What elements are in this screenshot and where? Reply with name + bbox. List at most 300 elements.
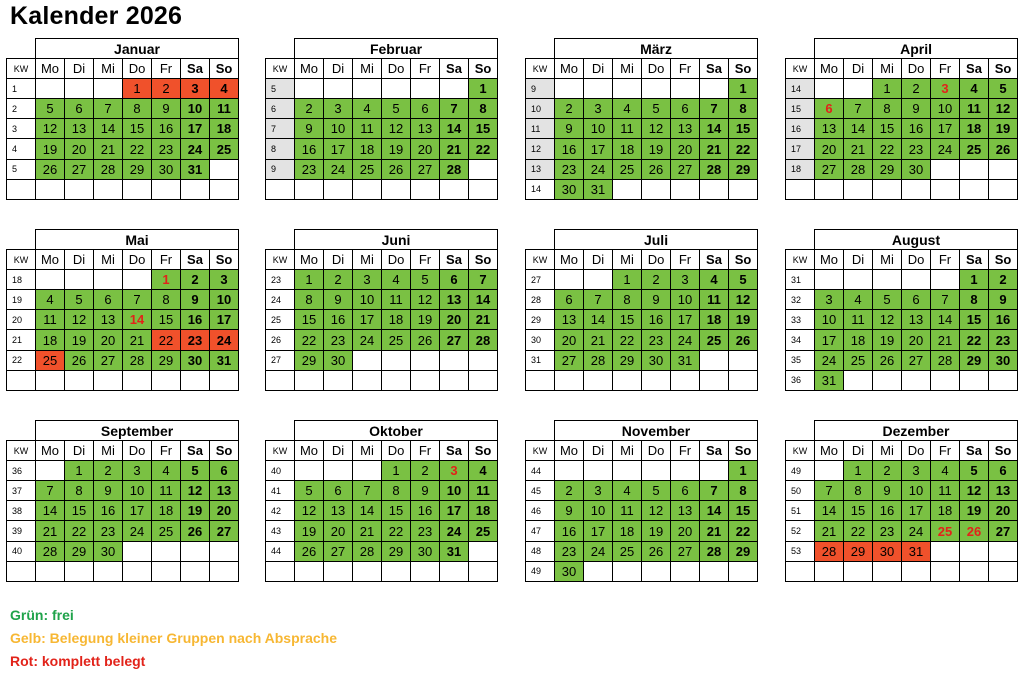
legend-item: Grün: frei (10, 607, 74, 623)
empty-cell (324, 179, 353, 199)
day-cell: 17 (123, 501, 152, 521)
day-cell: 24 (931, 139, 960, 159)
week-row (786, 179, 1018, 199)
day-cell: 18 (844, 330, 873, 350)
weekday-header: Di (844, 441, 873, 461)
day-cell: 16 (295, 139, 324, 159)
empty-cell (700, 179, 729, 199)
day-cell: 9 (902, 99, 931, 119)
day-cell: 16 (152, 119, 181, 139)
week-row (266, 119, 498, 139)
month-corner (526, 230, 555, 250)
day-cell: 20 (411, 139, 440, 159)
day-cell: 4 (210, 79, 239, 99)
day-cell: 20 (440, 310, 469, 330)
kw-cell: 33 (786, 310, 815, 330)
week-row (786, 350, 1018, 370)
empty-cell (931, 541, 960, 561)
day-cell: 19 (36, 139, 65, 159)
empty-cell (123, 541, 152, 561)
empty-cell (815, 461, 844, 481)
day-cell: 1 (729, 79, 758, 99)
kw-cell: 8 (266, 139, 295, 159)
empty-cell (642, 79, 671, 99)
page-title: Kalender 2026 (10, 2, 183, 30)
day-cell: 21 (123, 330, 152, 350)
day-cell: 18 (931, 501, 960, 521)
weekday-header: KW (526, 441, 555, 461)
empty-cell (729, 561, 758, 581)
day-cell: 13 (65, 119, 94, 139)
day-cell: 28 (469, 330, 498, 350)
empty-cell (960, 179, 989, 199)
day-cell: 2 (555, 481, 584, 501)
day-cell: 9 (555, 501, 584, 521)
day-cell: 25 (700, 330, 729, 350)
day-cell: 11 (844, 310, 873, 330)
day-cell: 3 (931, 79, 960, 99)
weekday-header: So (210, 59, 239, 79)
empty-cell (152, 561, 181, 581)
weekday-header: Do (123, 250, 152, 270)
weekday-header: Di (65, 441, 94, 461)
day-cell: 26 (295, 541, 324, 561)
kw-cell: 5 (7, 159, 36, 179)
kw-cell (266, 179, 295, 199)
kw-cell: 16 (786, 119, 815, 139)
day-cell: 22 (152, 330, 181, 350)
day-cell: 5 (873, 290, 902, 310)
day-cell: 16 (989, 310, 1018, 330)
day-cell: 25 (613, 541, 642, 561)
month-september (6, 420, 239, 582)
day-cell: 31 (210, 350, 239, 370)
weekday-header: Mo (295, 59, 324, 79)
empty-cell (844, 270, 873, 290)
day-cell: 26 (411, 330, 440, 350)
week-row (526, 139, 758, 159)
weekday-header: Sa (181, 441, 210, 461)
empty-cell (671, 461, 700, 481)
empty-cell (469, 179, 498, 199)
day-cell: 18 (353, 139, 382, 159)
kw-cell: 36 (7, 461, 36, 481)
kw-cell: 45 (526, 481, 555, 501)
day-cell: 30 (902, 159, 931, 179)
month-februar (265, 38, 498, 200)
day-cell: 11 (469, 481, 498, 501)
day-cell: 26 (65, 350, 94, 370)
day-cell: 30 (152, 159, 181, 179)
week-row (266, 139, 498, 159)
weekday-header: Mo (295, 250, 324, 270)
empty-cell (411, 370, 440, 390)
day-cell: 13 (210, 481, 239, 501)
week-row (7, 350, 239, 370)
empty-cell (729, 179, 758, 199)
day-cell: 17 (584, 521, 613, 541)
empty-cell (989, 541, 1018, 561)
day-cell: 29 (382, 541, 411, 561)
week-row (526, 79, 758, 99)
empty-cell (411, 561, 440, 581)
day-cell: 19 (65, 330, 94, 350)
day-cell: 12 (382, 119, 411, 139)
day-cell: 10 (210, 290, 239, 310)
empty-cell (902, 270, 931, 290)
week-row (7, 79, 239, 99)
weekday-header: Mi (353, 441, 382, 461)
day-cell: 7 (844, 99, 873, 119)
weekday-header: Fr (671, 59, 700, 79)
day-cell: 1 (295, 270, 324, 290)
day-cell: 7 (584, 290, 613, 310)
day-cell: 12 (989, 99, 1018, 119)
month-corner (266, 421, 295, 441)
week-row (526, 561, 758, 581)
day-cell: 3 (181, 79, 210, 99)
day-cell: 26 (873, 350, 902, 370)
weekday-header: Do (642, 59, 671, 79)
empty-cell (902, 370, 931, 390)
day-cell: 18 (36, 330, 65, 350)
day-cell: 31 (902, 541, 931, 561)
day-cell: 16 (642, 310, 671, 330)
day-cell: 29 (729, 541, 758, 561)
weekday-header: So (989, 250, 1018, 270)
day-cell: 24 (324, 159, 353, 179)
day-cell: 25 (844, 350, 873, 370)
weekday-header: Mi (94, 441, 123, 461)
month-corner (7, 39, 36, 59)
day-cell: 31 (815, 370, 844, 390)
kw-cell: 17 (786, 139, 815, 159)
day-cell: 7 (700, 481, 729, 501)
empty-cell (181, 370, 210, 390)
empty-cell (584, 270, 613, 290)
day-cell: 20 (671, 139, 700, 159)
month-januar (6, 38, 239, 200)
weekday-header: Di (324, 59, 353, 79)
day-cell: 14 (94, 119, 123, 139)
month-mai (6, 229, 239, 391)
week-row (7, 330, 239, 350)
day-cell: 7 (469, 270, 498, 290)
day-cell: 30 (642, 350, 671, 370)
day-cell: 4 (844, 290, 873, 310)
weekday-header: Sa (440, 441, 469, 461)
day-cell: 24 (181, 139, 210, 159)
day-cell: 29 (844, 541, 873, 561)
day-cell: 5 (382, 99, 411, 119)
day-cell: 2 (152, 79, 181, 99)
day-cell: 5 (36, 99, 65, 119)
day-cell: 18 (152, 501, 181, 521)
week-row (7, 270, 239, 290)
day-cell: 29 (123, 159, 152, 179)
weekday-header: Sa (700, 59, 729, 79)
day-cell: 3 (815, 290, 844, 310)
day-cell: 24 (584, 159, 613, 179)
empty-cell (123, 561, 152, 581)
weekday-header: KW (526, 59, 555, 79)
day-cell: 27 (555, 350, 584, 370)
day-cell: 13 (440, 290, 469, 310)
week-row (266, 159, 498, 179)
day-cell: 31 (584, 179, 613, 199)
empty-cell (295, 370, 324, 390)
week-row (786, 521, 1018, 541)
day-cell: 15 (469, 119, 498, 139)
weekday-header: KW (786, 250, 815, 270)
weekday-header: Do (123, 59, 152, 79)
empty-cell (700, 350, 729, 370)
day-cell: 4 (152, 461, 181, 481)
day-cell: 9 (873, 481, 902, 501)
empty-cell (960, 561, 989, 581)
day-cell: 8 (152, 290, 181, 310)
kw-cell (786, 561, 815, 581)
empty-cell (815, 561, 844, 581)
empty-cell (815, 270, 844, 290)
week-row (7, 561, 239, 581)
empty-cell (210, 561, 239, 581)
week-row (526, 481, 758, 501)
kw-cell: 24 (266, 290, 295, 310)
weekday-header: Mo (815, 59, 844, 79)
day-cell: 22 (960, 330, 989, 350)
day-cell: 10 (181, 99, 210, 119)
day-cell: 23 (181, 330, 210, 350)
empty-cell (152, 370, 181, 390)
weekday-header: Do (902, 59, 931, 79)
empty-cell (324, 561, 353, 581)
day-cell: 16 (181, 310, 210, 330)
kw-cell: 49 (786, 461, 815, 481)
day-cell: 9 (989, 290, 1018, 310)
week-row (786, 330, 1018, 350)
empty-cell (642, 179, 671, 199)
day-cell: 2 (295, 99, 324, 119)
day-cell: 25 (152, 521, 181, 541)
weekday-header: So (469, 250, 498, 270)
day-cell: 19 (989, 119, 1018, 139)
weekday-header: Fr (152, 441, 181, 461)
empty-cell (440, 79, 469, 99)
day-cell: 1 (960, 270, 989, 290)
empty-cell (94, 270, 123, 290)
empty-cell (729, 370, 758, 390)
empty-cell (555, 79, 584, 99)
day-cell: 7 (36, 481, 65, 501)
day-cell: 3 (123, 461, 152, 481)
day-cell: 14 (353, 501, 382, 521)
kw-cell: 9 (266, 159, 295, 179)
week-row (266, 330, 498, 350)
day-cell: 17 (931, 119, 960, 139)
day-cell: 16 (94, 501, 123, 521)
day-cell: 11 (700, 290, 729, 310)
day-cell: 9 (295, 119, 324, 139)
weekday-header: KW (786, 59, 815, 79)
day-cell: 2 (324, 270, 353, 290)
kw-cell: 41 (266, 481, 295, 501)
day-cell: 22 (123, 139, 152, 159)
empty-cell (873, 370, 902, 390)
day-cell: 6 (411, 99, 440, 119)
day-cell: 14 (440, 119, 469, 139)
day-cell: 27 (65, 159, 94, 179)
kw-cell: 36 (786, 370, 815, 390)
day-cell: 22 (382, 521, 411, 541)
day-cell: 22 (729, 521, 758, 541)
month-name: September (36, 421, 239, 441)
empty-cell (411, 350, 440, 370)
day-cell: 30 (411, 541, 440, 561)
day-cell: 13 (94, 310, 123, 330)
weekday-header: Mi (613, 59, 642, 79)
day-cell: 10 (671, 290, 700, 310)
empty-cell (729, 350, 758, 370)
weekday-header: Sa (440, 250, 469, 270)
empty-cell (382, 561, 411, 581)
weekday-header: KW (266, 441, 295, 461)
empty-cell (210, 541, 239, 561)
day-cell: 31 (440, 541, 469, 561)
weekday-header: Mi (613, 250, 642, 270)
empty-cell (36, 179, 65, 199)
kw-cell: 19 (7, 290, 36, 310)
day-cell: 11 (960, 99, 989, 119)
weekday-header: Sa (960, 441, 989, 461)
weekday-header: Fr (411, 441, 440, 461)
day-cell: 16 (555, 521, 584, 541)
day-cell: 20 (210, 501, 239, 521)
kw-cell: 27 (526, 270, 555, 290)
day-cell: 17 (324, 139, 353, 159)
kw-cell: 31 (526, 350, 555, 370)
day-cell: 18 (613, 139, 642, 159)
day-cell: 28 (440, 159, 469, 179)
day-cell: 26 (382, 159, 411, 179)
weekday-header: Sa (700, 250, 729, 270)
day-cell: 18 (613, 521, 642, 541)
day-cell: 17 (440, 501, 469, 521)
day-cell: 13 (815, 119, 844, 139)
month-name: Oktober (295, 421, 498, 441)
week-row (526, 290, 758, 310)
week-row (266, 561, 498, 581)
day-cell: 23 (642, 330, 671, 350)
empty-cell (613, 461, 642, 481)
day-cell: 12 (960, 481, 989, 501)
weekday-header: Mi (873, 59, 902, 79)
day-cell: 6 (555, 290, 584, 310)
day-cell: 21 (815, 521, 844, 541)
empty-cell (440, 350, 469, 370)
weekday-header: Fr (411, 59, 440, 79)
empty-cell (931, 159, 960, 179)
day-cell: 30 (873, 541, 902, 561)
day-cell: 13 (411, 119, 440, 139)
empty-cell (989, 370, 1018, 390)
legend-item: Gelb: Belegung kleiner Gruppen nach Absprache (10, 630, 337, 646)
weekday-header: Fr (931, 250, 960, 270)
day-cell: 5 (729, 270, 758, 290)
kw-cell: 14 (526, 179, 555, 199)
empty-cell (931, 370, 960, 390)
day-cell: 30 (989, 350, 1018, 370)
day-cell: 29 (295, 350, 324, 370)
day-cell: 11 (382, 290, 411, 310)
day-cell: 14 (469, 290, 498, 310)
weekday-header: Di (584, 441, 613, 461)
weekday-header: So (469, 441, 498, 461)
empty-cell (469, 370, 498, 390)
day-cell: 6 (671, 481, 700, 501)
week-row (526, 330, 758, 350)
weekday-header: Fr (671, 250, 700, 270)
day-cell: 2 (902, 79, 931, 99)
day-cell: 23 (295, 159, 324, 179)
day-cell: 6 (902, 290, 931, 310)
empty-cell (65, 179, 94, 199)
week-row (526, 501, 758, 521)
day-cell: 10 (931, 99, 960, 119)
day-cell: 19 (411, 310, 440, 330)
empty-cell (353, 461, 382, 481)
kw-cell: 31 (786, 270, 815, 290)
day-cell: 17 (210, 310, 239, 330)
week-row (7, 99, 239, 119)
empty-cell (440, 561, 469, 581)
weekday-header: Fr (152, 250, 181, 270)
empty-cell (210, 159, 239, 179)
day-cell: 18 (382, 310, 411, 330)
weekday-header: Mo (36, 441, 65, 461)
day-cell: 10 (584, 119, 613, 139)
kw-cell: 38 (7, 501, 36, 521)
kw-cell: 46 (526, 501, 555, 521)
kw-cell: 14 (786, 79, 815, 99)
month-name: Juli (555, 230, 758, 250)
week-row (526, 179, 758, 199)
day-cell: 16 (411, 501, 440, 521)
weekday-header: Di (324, 250, 353, 270)
weekday-header: So (989, 441, 1018, 461)
empty-cell (353, 79, 382, 99)
week-row (786, 370, 1018, 390)
weekday-header: Di (584, 59, 613, 79)
day-cell: 20 (815, 139, 844, 159)
weekday-header: KW (266, 59, 295, 79)
day-cell: 3 (440, 461, 469, 481)
legend-item: Rot: komplett belegt (10, 653, 146, 669)
day-cell: 11 (353, 119, 382, 139)
month-november (525, 420, 758, 582)
week-row (786, 99, 1018, 119)
day-cell: 26 (989, 139, 1018, 159)
day-cell: 22 (844, 521, 873, 541)
day-cell: 27 (324, 541, 353, 561)
day-cell: 21 (94, 139, 123, 159)
weekday-header: So (729, 250, 758, 270)
day-cell: 8 (613, 290, 642, 310)
day-cell: 28 (94, 159, 123, 179)
empty-cell (382, 350, 411, 370)
week-row (786, 159, 1018, 179)
empty-cell (65, 270, 94, 290)
